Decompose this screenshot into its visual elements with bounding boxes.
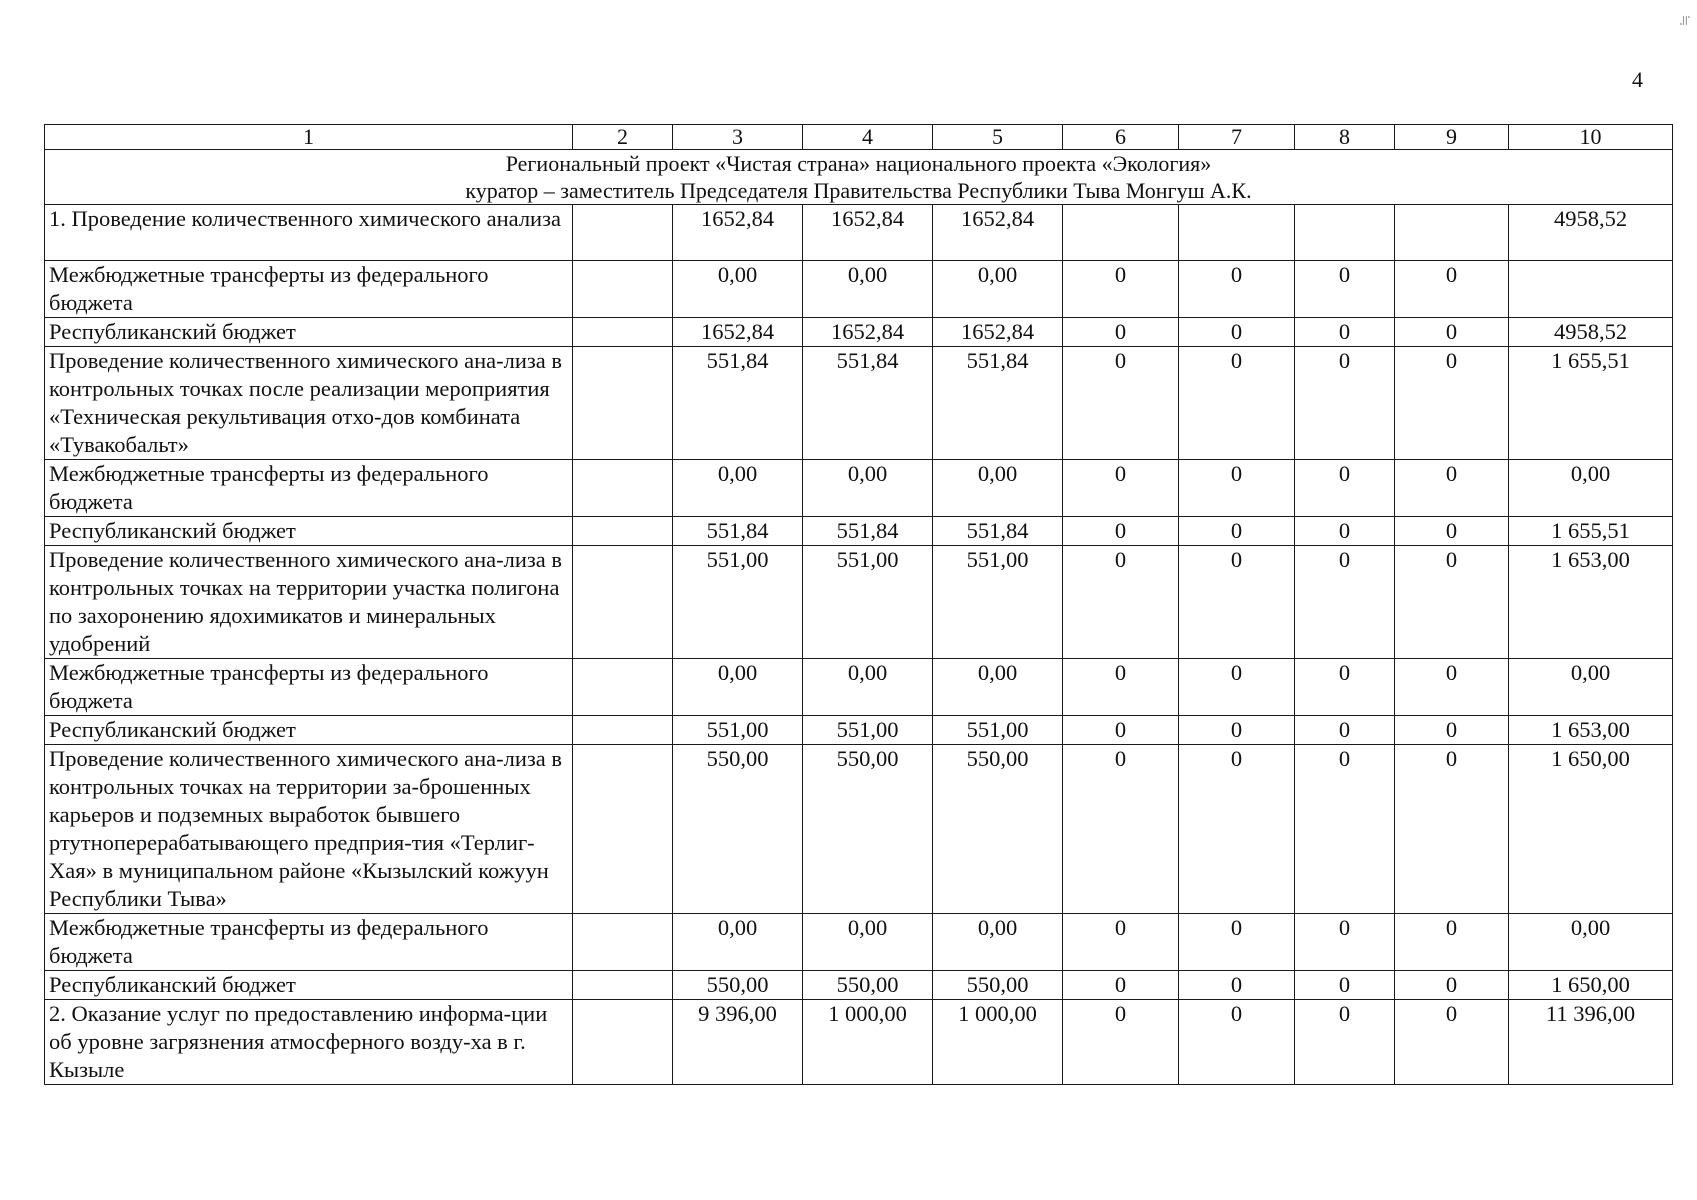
- cell-value: 551,84: [803, 347, 933, 460]
- table-row: [45, 546, 1673, 659]
- cell-value: 551,00: [673, 546, 803, 659]
- cell-value: 1652,84: [673, 205, 803, 261]
- cell-value: 1652,84: [803, 205, 933, 261]
- budget-table: [44, 124, 1673, 1085]
- cell-value: 0,00: [673, 659, 803, 716]
- cell-value: 0: [1063, 347, 1179, 460]
- cell-value: 1652,84: [673, 318, 803, 347]
- cell-value: 0: [1063, 914, 1179, 971]
- cell-value: 0: [1295, 971, 1395, 1000]
- cell-value: 0: [1179, 460, 1295, 517]
- table-row: [45, 460, 1673, 517]
- cell-value: 0: [1179, 971, 1295, 1000]
- cell-value: 0: [1179, 716, 1295, 745]
- row-label: Проведение количественного химического ана-лиза в контрольных точках на территории участка полигона по захоронению ядохимикатов и минеральных удобрений: [45, 546, 573, 659]
- cell-total: 1 650,00: [1509, 745, 1673, 914]
- cell-value: 0: [1395, 745, 1509, 914]
- table-row: [45, 517, 1673, 546]
- row-label: Проведение количественного химического ана-лиза в контрольных точках на территории за-брошенных карьеров и подземных выработок бывшего ртутноперерабатывающего предприя-тия «Терлиг-Хая» в муниципальном районе «Кызылский кожуун Республики Тыва»: [45, 745, 573, 914]
- cell-value: 0: [1063, 261, 1179, 318]
- cell-value: 0,00: [803, 659, 933, 716]
- column-header: 2: [573, 125, 673, 150]
- table-row: [45, 318, 1673, 347]
- cell-value: 0: [1063, 659, 1179, 716]
- cell-value: 0: [1395, 914, 1509, 971]
- row-label: Проведение количественного химического ана-лиза в контрольных точках после реализации мероприятия «Техническая рекультивация отхо-дов комбината «Тувакобальт»: [45, 347, 573, 460]
- table-row: [45, 971, 1673, 1000]
- table-row: [45, 347, 1673, 460]
- cell-value: 0: [1295, 347, 1395, 460]
- column-header: 10: [1509, 125, 1673, 150]
- cell-value: [573, 745, 673, 914]
- row-label: 1. Проведение количественного химического анализа: [45, 205, 573, 261]
- cell-value: 0,00: [673, 914, 803, 971]
- cell-value: [573, 659, 673, 716]
- cell-value: 0: [1179, 1000, 1295, 1085]
- cell-value: 0,00: [933, 914, 1063, 971]
- cell-value: [573, 517, 673, 546]
- cell-value: 0,00: [933, 659, 1063, 716]
- cell-value: 0: [1063, 716, 1179, 745]
- cell-value: 0: [1179, 914, 1295, 971]
- cell-total: 4958,52: [1509, 205, 1673, 261]
- row-label: Межбюджетные трансферты из федерального бюджета: [45, 261, 573, 318]
- cell-value: 0: [1179, 546, 1295, 659]
- cell-value: [573, 716, 673, 745]
- row-label: Межбюджетные трансферты из федерального бюджета: [45, 914, 573, 971]
- cell-value: 0: [1179, 745, 1295, 914]
- table-row: [45, 745, 1673, 914]
- cell-total: 0,00: [1509, 914, 1673, 971]
- column-number-header-row: [45, 125, 1673, 150]
- row-label: Республиканский бюджет: [45, 318, 573, 347]
- cell-total: 0,00: [1509, 659, 1673, 716]
- cell-value: 550,00: [803, 745, 933, 914]
- cell-value: 0: [1063, 971, 1179, 1000]
- cell-value: 550,00: [673, 745, 803, 914]
- cell-value: 551,84: [803, 517, 933, 546]
- project-curator-line: куратор – заместитель Председателя Правительства Республики Тыва Монгуш А.К.: [465, 178, 1252, 203]
- table-row: [45, 659, 1673, 716]
- cell-value: [573, 914, 673, 971]
- cell-value: [573, 971, 673, 1000]
- cell-value: 551,84: [673, 517, 803, 546]
- cell-value: 0: [1395, 261, 1509, 318]
- row-label: 2. Оказание услуг по предоставлению информа-ции об уровне загрязнения атмосферного возду-ха в г. Кызыле: [45, 1000, 573, 1085]
- cell-total: [1509, 261, 1673, 318]
- cell-value: 0,00: [933, 460, 1063, 517]
- cell-value: 0: [1295, 517, 1395, 546]
- project-title-line: Региональный проект «Чистая страна» национального проекта «Экология»: [505, 151, 1212, 176]
- column-header: 8: [1295, 125, 1395, 150]
- cell-value: 550,00: [933, 745, 1063, 914]
- cell-value: [1179, 205, 1295, 261]
- cell-value: 9 396,00: [673, 1000, 803, 1085]
- cell-value: [573, 205, 673, 261]
- column-header: 7: [1179, 125, 1295, 150]
- cell-value: [573, 318, 673, 347]
- cell-value: 1652,84: [803, 318, 933, 347]
- row-label: Межбюджетные трансферты из федерального бюджета: [45, 460, 573, 517]
- cell-value: 0: [1395, 318, 1509, 347]
- cell-value: [1063, 205, 1179, 261]
- cell-value: 0,00: [803, 914, 933, 971]
- cell-total: 1 650,00: [1509, 971, 1673, 1000]
- cell-value: 551,00: [803, 546, 933, 659]
- cell-value: 0: [1063, 546, 1179, 659]
- cell-value: 0: [1179, 261, 1295, 318]
- column-header: 9: [1395, 125, 1509, 150]
- cell-value: 0,00: [673, 261, 803, 318]
- cell-value: 551,84: [933, 347, 1063, 460]
- cell-value: 0: [1395, 716, 1509, 745]
- cell-total: 1 655,51: [1509, 347, 1673, 460]
- cell-value: [1295, 205, 1395, 261]
- cell-value: 0: [1295, 659, 1395, 716]
- column-header: 1: [45, 125, 573, 150]
- column-header: 5: [933, 125, 1063, 150]
- cell-value: 0: [1063, 745, 1179, 914]
- cell-value: 551,84: [673, 347, 803, 460]
- cell-value: 0: [1179, 517, 1295, 546]
- cell-value: 1652,84: [933, 205, 1063, 261]
- cell-value: 0: [1063, 517, 1179, 546]
- page-number: 4: [1632, 67, 1643, 92]
- cell-value: [573, 347, 673, 460]
- cell-value: 0: [1179, 659, 1295, 716]
- cell-value: 0,00: [803, 261, 933, 318]
- cell-value: 0: [1295, 745, 1395, 914]
- row-label: Республиканский бюджет: [45, 517, 573, 546]
- cell-value: 551,00: [673, 716, 803, 745]
- cell-value: 0: [1295, 546, 1395, 659]
- table-row: [45, 261, 1673, 318]
- cell-value: 1 000,00: [803, 1000, 933, 1085]
- cell-value: 1652,84: [933, 318, 1063, 347]
- column-header: 3: [673, 125, 803, 150]
- cell-total: 4958,52: [1509, 318, 1673, 347]
- cell-value: 0: [1395, 1000, 1509, 1085]
- cell-value: 0: [1395, 460, 1509, 517]
- cell-value: 551,00: [803, 716, 933, 745]
- cell-total: 11 396,00: [1509, 1000, 1673, 1085]
- cell-value: 0: [1395, 659, 1509, 716]
- cell-value: 0: [1295, 1000, 1395, 1085]
- cell-value: 0: [1295, 261, 1395, 318]
- cell-total: 1 653,00: [1509, 546, 1673, 659]
- cell-value: [1395, 205, 1509, 261]
- cell-value: 0: [1295, 716, 1395, 745]
- cell-value: 0: [1063, 318, 1179, 347]
- project-title: [45, 150, 1673, 205]
- cell-value: 0: [1295, 460, 1395, 517]
- table-row: [45, 1000, 1673, 1085]
- cell-value: 0: [1395, 347, 1509, 460]
- cell-value: 551,00: [933, 716, 1063, 745]
- table-row: [45, 914, 1673, 971]
- cell-value: 0: [1295, 318, 1395, 347]
- cell-value: 0: [1395, 971, 1509, 1000]
- table-row: [45, 205, 1673, 261]
- cell-value: 0: [1063, 460, 1179, 517]
- cell-value: [573, 261, 673, 318]
- column-header: 4: [803, 125, 933, 150]
- cell-value: 0,00: [673, 460, 803, 517]
- cell-value: 0: [1063, 1000, 1179, 1085]
- cell-value: 1 000,00: [933, 1000, 1063, 1085]
- cell-total: 0,00: [1509, 460, 1673, 517]
- cell-total: 1 655,51: [1509, 517, 1673, 546]
- project-title-row: [45, 150, 1673, 205]
- column-header: 6: [1063, 125, 1179, 150]
- cell-value: 551,84: [933, 517, 1063, 546]
- cell-value: 0,00: [933, 261, 1063, 318]
- cell-value: 550,00: [673, 971, 803, 1000]
- cell-value: 0: [1179, 318, 1295, 347]
- row-label: Межбюджетные трансферты из федерального бюджета: [45, 659, 573, 716]
- cell-value: 550,00: [803, 971, 933, 1000]
- cell-value: 0: [1295, 914, 1395, 971]
- cell-value: [573, 460, 673, 517]
- row-label: Республиканский бюджет: [45, 716, 573, 745]
- cell-value: 0: [1179, 347, 1295, 460]
- cell-value: 0: [1395, 546, 1509, 659]
- scan-corner-mark: ≒: [1676, 14, 1692, 27]
- cell-value: [573, 1000, 673, 1085]
- row-label: Республиканский бюджет: [45, 971, 573, 1000]
- cell-value: 550,00: [933, 971, 1063, 1000]
- cell-value: 551,00: [933, 546, 1063, 659]
- table-row: [45, 716, 1673, 745]
- cell-value: 0,00: [803, 460, 933, 517]
- cell-value: [573, 546, 673, 659]
- cell-value: 0: [1395, 517, 1509, 546]
- cell-total: 1 653,00: [1509, 716, 1673, 745]
